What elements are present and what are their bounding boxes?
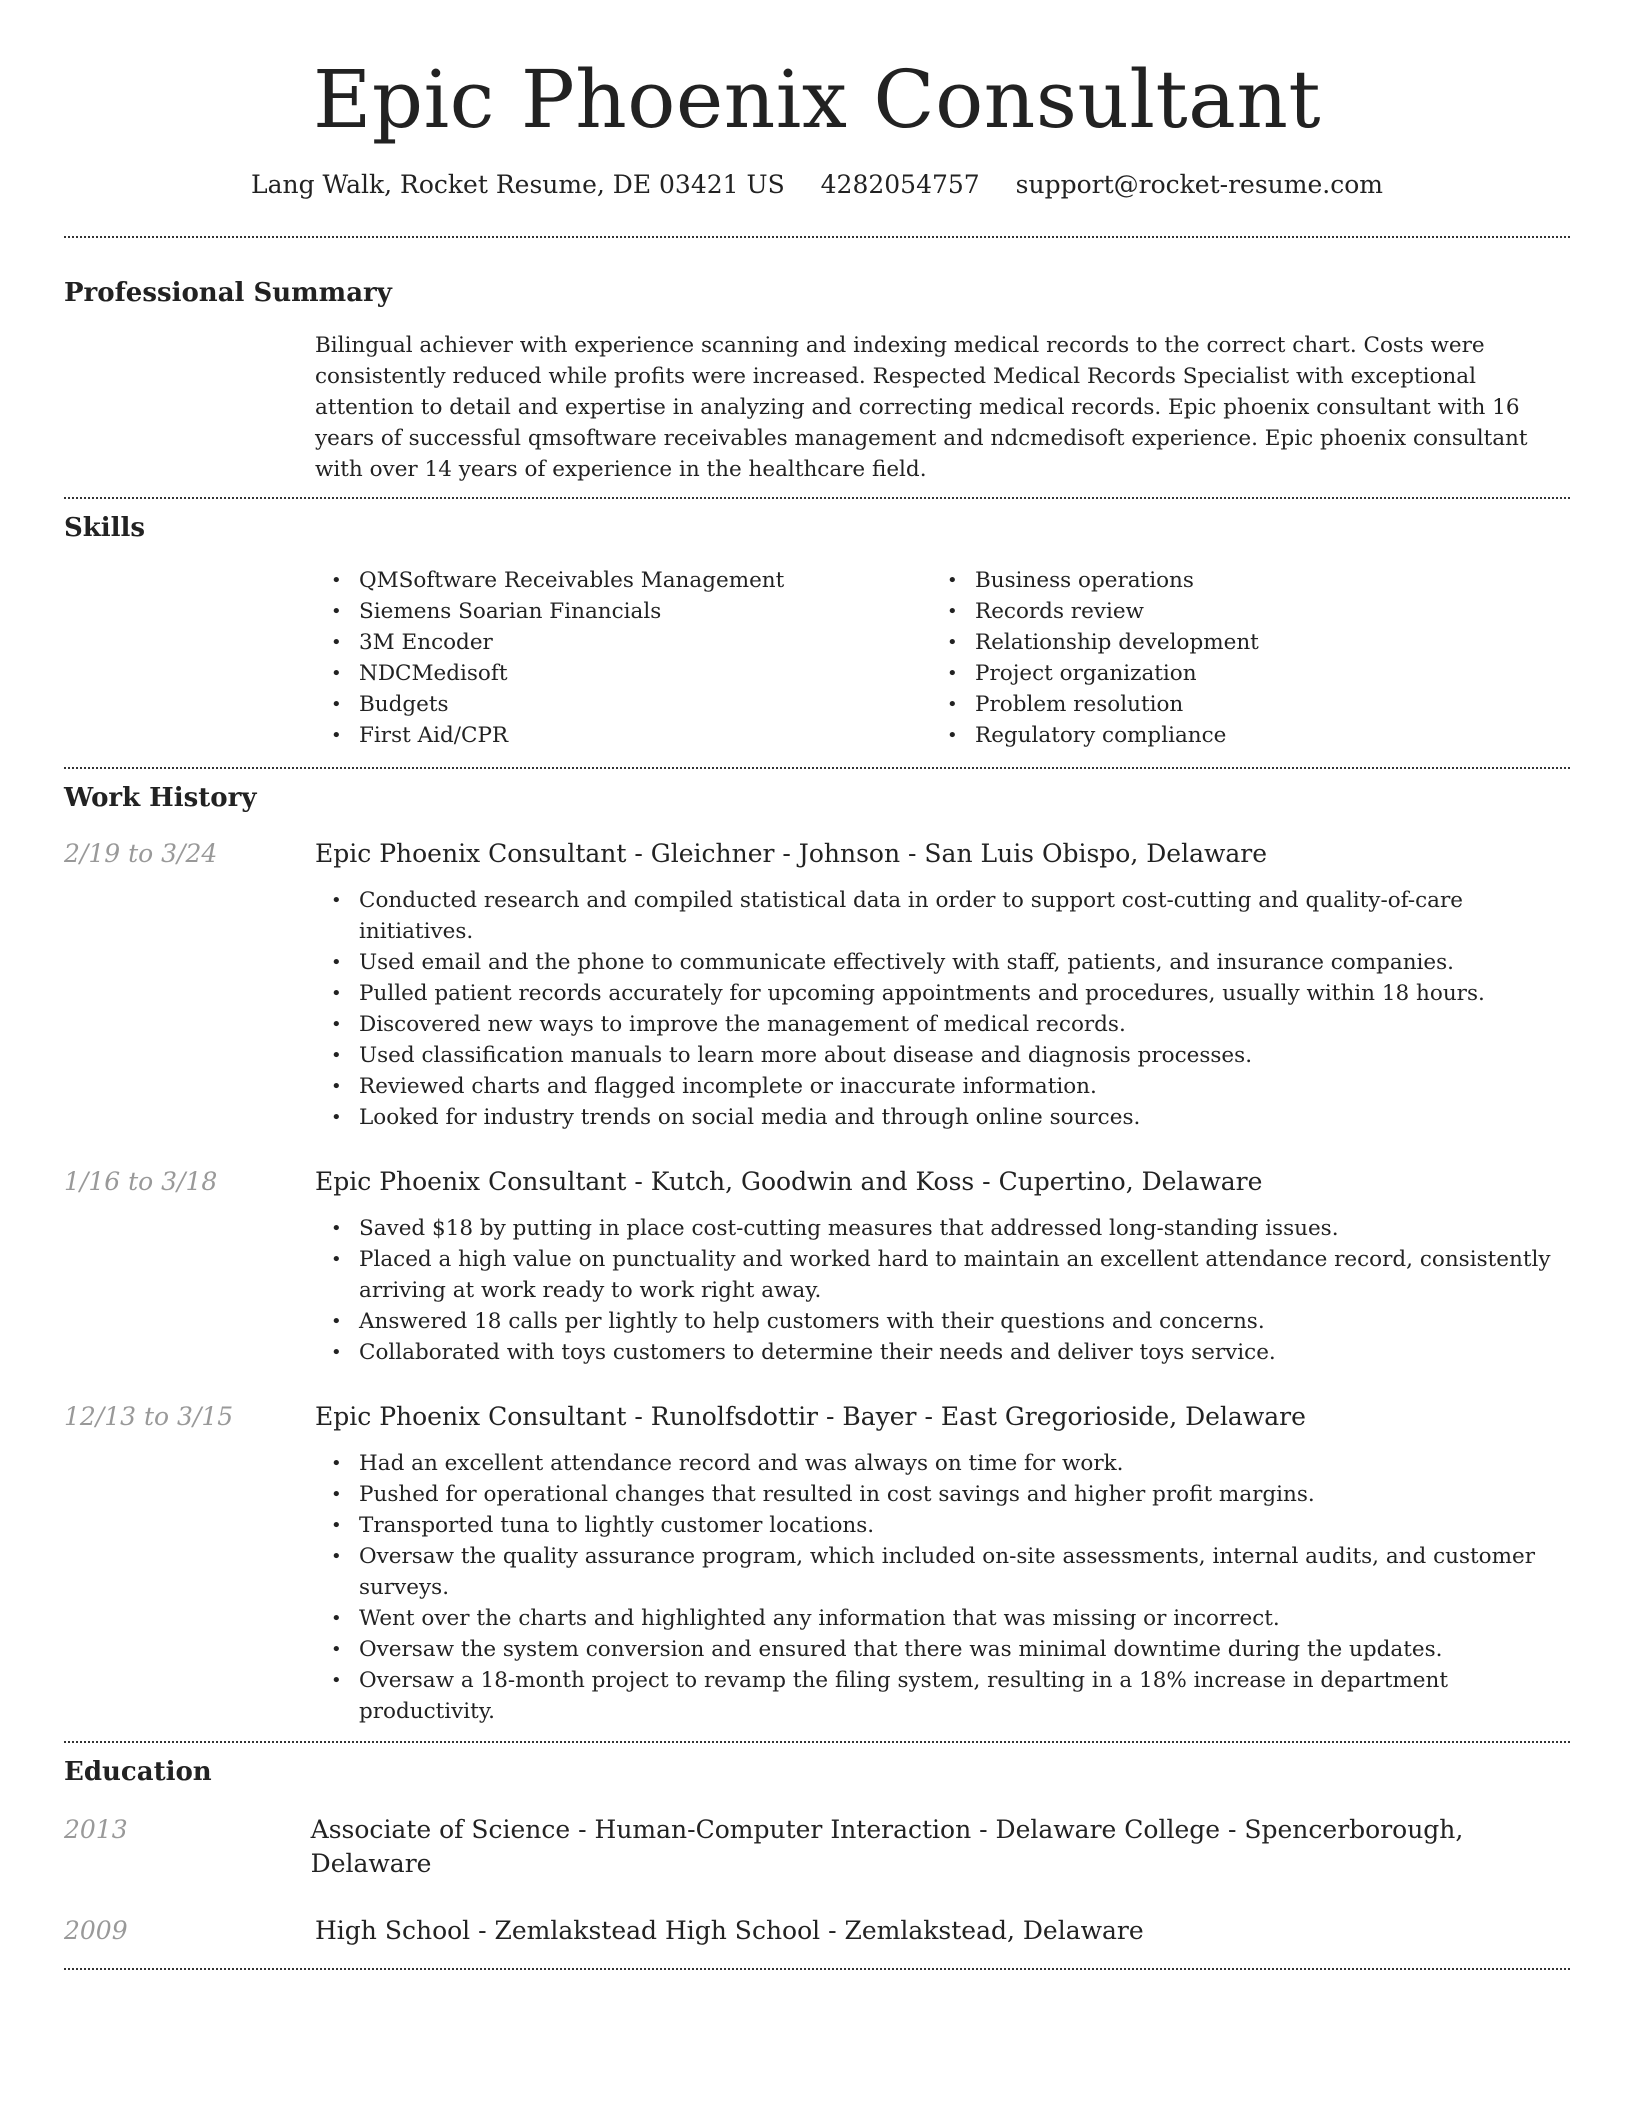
divider	[64, 236, 1570, 238]
skill-item: • First Aid/CPR	[315, 720, 931, 751]
contact-line	[64, 168, 1570, 202]
job-details: - Gleichner - Johnson - San Luis Obispo, Delaware	[626, 839, 1268, 868]
divider	[64, 1741, 1570, 1743]
job-heading	[315, 1400, 1570, 1434]
education-section	[64, 1755, 1570, 1948]
job-date: 12/13 to 3/15	[64, 1402, 234, 1431]
skill-item: • Budgets	[315, 689, 931, 720]
skill-item: • QMSoftware Receivables Management	[315, 565, 931, 596]
skills-column-right	[931, 565, 1547, 751]
job-title: Epic Phoenix Consultant	[315, 1167, 627, 1196]
skills-list	[315, 565, 1570, 751]
contact-address: Lang Walk, Rocket Resume, DE 03421 US	[251, 170, 785, 199]
job-bullet: • Pushed for operational changes that resulted in cost savings and higher profit margins.	[315, 1479, 1570, 1510]
job-bullet: • Looked for industry trends on social media and through online sources.	[315, 1102, 1570, 1133]
skill-item: • Business operations	[931, 565, 1547, 596]
job-title: Epic Phoenix Consultant	[315, 1402, 627, 1431]
work-section	[64, 781, 1570, 1727]
job-bullets	[315, 1213, 1570, 1368]
job-bullet: • Pulled patient records accurately for upcoming appointments and procedures, usually within 18 hours.	[315, 978, 1570, 1009]
divider	[64, 1968, 1570, 1970]
job-bullet: • Used classification manuals to learn more about disease and diagnosis processes.	[315, 1040, 1570, 1071]
job-entry	[64, 837, 1570, 1133]
skills-column-left	[315, 565, 931, 751]
skill-item: • Siemens Soarian Financials	[315, 596, 931, 627]
job-bullet: • Went over the charts and highlighted any information that was missing or incorrect.	[315, 1603, 1570, 1634]
skill-item: • 3M Encoder	[315, 627, 931, 658]
job-date: 2/19 to 3/24	[64, 839, 218, 868]
education-year: 2009	[64, 1916, 128, 1945]
education-text: Associate of Science - Human-Computer Interaction - Delaware College - Spencerborough, Delaware	[310, 1815, 1464, 1878]
divider	[64, 767, 1570, 769]
contact-phone: 4282054757	[820, 170, 980, 199]
summary-title: Professional Summary	[64, 278, 392, 308]
education-year: 2013	[64, 1815, 128, 1844]
education-entry	[64, 1914, 1570, 1948]
job-heading	[315, 1165, 1570, 1199]
skills-section	[64, 511, 1570, 751]
job-bullet: • Oversaw the system conversion and ensured that there was minimal downtime during the updates.	[315, 1634, 1570, 1665]
job-entry	[64, 1400, 1570, 1727]
job-bullet: • Saved $18 by putting in place cost-cutting measures that addressed long-standing issues.	[315, 1213, 1570, 1244]
summary-text: Bilingual achiever with experience scanning and indexing medical records to the correct chart. Costs were consistently reduced while profits were increased. Respected Medical Records Specialist with exceptional attention to detail and expertise in analyzing and correcting medical records. Epic phoenix consultant with 16 years of successful qmsoftware receivables management and ndcmedisoft experience. Epic phoenix consultant with over 14 years of experience in the healthcare field.	[315, 333, 1528, 482]
job-bullet: • Oversaw the quality assurance program, which included on-site assessments, internal audits, and customer surveys.	[315, 1541, 1570, 1603]
skill-item: • Regulatory compliance	[931, 720, 1547, 751]
job-bullet: • Transported tuna to lightly customer locations.	[315, 1510, 1570, 1541]
job-bullet: • Used email and the phone to communicate effectively with staff, patients, and insurance companies.	[315, 947, 1570, 978]
job-details: - Kutch, Goodwin and Koss - Cupertino, Delaware	[626, 1167, 1263, 1196]
job-bullet: • Placed a high value on punctuality and worked hard to maintain an excellent attendance record, consistently arriving at work ready to work right away.	[315, 1244, 1570, 1306]
contact-email: support@rocket-resume.com	[1015, 170, 1383, 199]
job-bullet: • Answered 18 calls per lightly to help customers with their questions and concerns.	[315, 1306, 1570, 1337]
work-title: Work History	[64, 783, 257, 813]
skill-item: • Relationship development	[931, 627, 1547, 658]
job-bullet: • Oversaw a 18-month project to revamp the filing system, resulting in a 18% increase in department productivity.	[315, 1665, 1570, 1727]
job-heading	[315, 837, 1570, 871]
skills-title: Skills	[64, 513, 146, 543]
job-entry	[64, 1165, 1570, 1368]
education-title: Education	[64, 1757, 212, 1787]
job-bullet: • Reviewed charts and flagged incomplete or inaccurate information.	[315, 1071, 1570, 1102]
summary-section	[64, 276, 1570, 485]
skill-item: • Problem resolution	[931, 689, 1547, 720]
skill-item: • Project organization	[931, 658, 1547, 689]
skill-item: • NDCMedisoft	[315, 658, 931, 689]
job-bullet: • Conducted research and compiled statistical data in order to support cost-cutting and quality-of-care initiatives.	[315, 885, 1570, 947]
job-bullet: • Had an excellent attendance record and was always on time for work.	[315, 1448, 1570, 1479]
education-entry	[64, 1813, 1570, 1881]
job-bullets	[315, 885, 1570, 1133]
job-title: Epic Phoenix Consultant	[315, 839, 627, 868]
resume-page	[64, 0, 1570, 1970]
job-details: - Runolfsdottir - Bayer - East Gregorioside, Delaware	[626, 1402, 1306, 1431]
job-bullets	[315, 1448, 1570, 1727]
education-text: High School - Zemlakstead High School - Zemlakstead, Delaware	[315, 1916, 1144, 1945]
job-bullet: • Collaborated with toys customers to determine their needs and deliver toys service.	[315, 1337, 1570, 1368]
job-bullet: • Discovered new ways to improve the management of medical records.	[315, 1009, 1570, 1040]
skill-item: • Records review	[931, 596, 1547, 627]
candidate-name: Epic Phoenix Consultant	[312, 53, 1322, 146]
job-date: 1/16 to 3/18	[64, 1167, 218, 1196]
divider	[64, 497, 1570, 499]
